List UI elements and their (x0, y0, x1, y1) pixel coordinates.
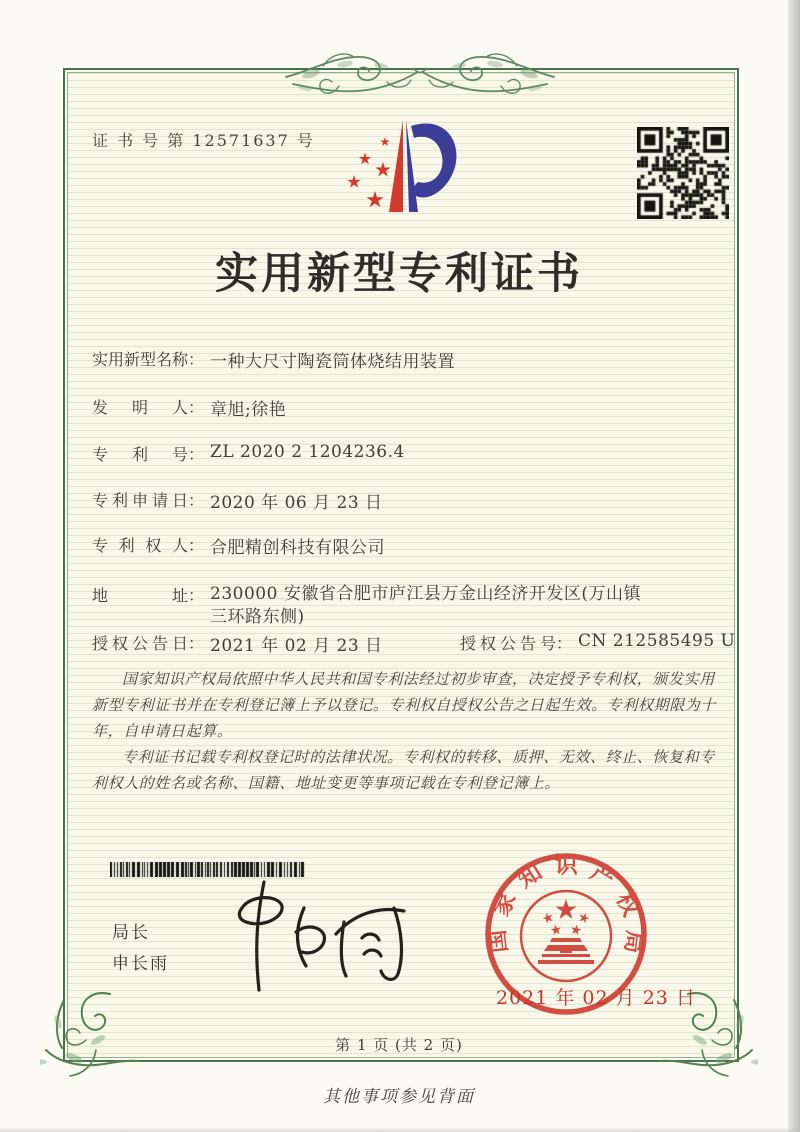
colon: ： (188, 350, 205, 369)
colon: ： (188, 491, 205, 510)
field-value: 章旭;徐艳 (210, 400, 287, 420)
field-row-filing-date (92, 488, 736, 513)
cnipa-logo (337, 112, 472, 224)
legal-paragraph-2: 专利证书记载专利权登记时的法律状况。专利权的转移、质押、无效、终止、恢复和专利权人的姓名或名称、国籍、地址变更等事项记载在专利登记簿上。 (92, 748, 715, 792)
seal-ring-text: 国家知识产权局 (483, 851, 649, 955)
field-row-address (92, 583, 736, 629)
director-title: 局长 (112, 923, 150, 943)
field-label: 地址 (92, 586, 188, 605)
colon: ： (188, 398, 205, 417)
field-label: 授权公告日 (92, 634, 188, 653)
seal-date: 2021 年 02 月 23 日 (496, 987, 696, 1009)
field-value: 一种大尺寸陶瓷筒体烧结用装置 (210, 352, 456, 372)
top-center-flourish-ornament (283, 44, 557, 108)
colon: ： (188, 586, 205, 605)
field-label: 专利申请日 (92, 491, 188, 510)
scan-edge-shadow-bottom (0, 1127, 800, 1132)
colon: ： (556, 634, 573, 653)
field-value: 合肥精创科技有限公司 (210, 538, 386, 558)
barcode (110, 862, 306, 877)
field-value: 230000 安徽省合肥市庐江县万金山经济开发区(万山镇三环路东侧) (210, 584, 641, 627)
handwritten-signature (228, 878, 413, 993)
back-side-note: 其他事项参见背面 (323, 1087, 475, 1107)
scan-edge-shadow (788, 0, 800, 1132)
colon: ： (188, 634, 205, 653)
field-label: 专利号 (92, 445, 188, 464)
field-row-inventor (92, 395, 736, 420)
field-value: 2020 年 06 月 23 日 (210, 493, 383, 513)
field-row-patent-name (92, 347, 736, 372)
field-row-patentee (92, 533, 736, 558)
certificate-title: 实用新型专利证书 (215, 249, 583, 299)
field-value: ZL 2020 2 1204236.4 (210, 442, 405, 462)
field-label: 发明人 (92, 398, 188, 417)
field-label: 授权公告号 (460, 634, 556, 653)
field-value: CN 212585495 U (578, 631, 736, 651)
director-name: 申长雨 (112, 954, 169, 974)
field-value: 2021 年 02 月 23 日 (210, 636, 383, 656)
legal-paragraph-1: 国家知识产权局依照中华人民共和国专利法经过初步审查，决定授予专利权，颁发实用新型专利证书并在专利登记簿上予以登记。专利权自授权公告之日起生效。专利权期限为十年，自申请日起算。 (92, 670, 717, 740)
colon: ： (188, 536, 205, 555)
legal-text (92, 666, 724, 796)
qr-code (637, 127, 729, 219)
field-row-patent-number (92, 442, 736, 465)
field-label: 专利权人 (92, 536, 188, 555)
field-label: 实用新型名称 (92, 350, 189, 369)
field-row-grant (92, 631, 736, 656)
field-pair-grant-number (460, 631, 735, 654)
colon: ： (188, 445, 205, 464)
page-number: 第 1 页 (共 2 页) (335, 1036, 463, 1054)
certificate-number: 证 书 号 第 12571637 号 (92, 131, 315, 150)
